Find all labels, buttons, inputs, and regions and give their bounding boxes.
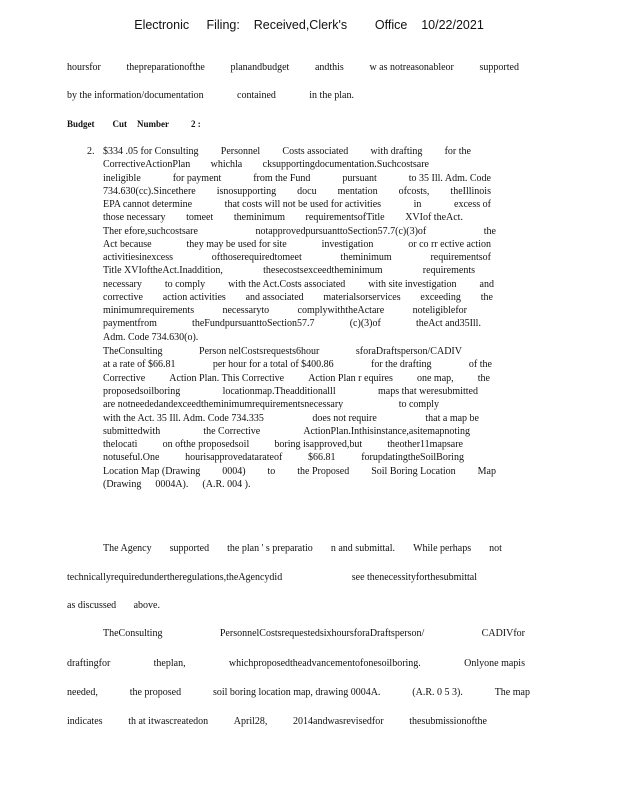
text-segment: necessaryto xyxy=(222,305,270,316)
text-segment: soil boring location map, drawing 0004A. xyxy=(212,687,381,698)
para2_lines-line xyxy=(103,399,439,410)
text-segment: draftingfor xyxy=(67,658,111,669)
text-segment: and associated xyxy=(245,291,304,303)
text-segment: 0004) xyxy=(222,465,246,477)
budget-heading-number: Number xyxy=(137,119,170,129)
text-segment: that a map be xyxy=(425,412,479,424)
text-segment: proposedsoilboring xyxy=(103,385,181,397)
text-segment: andthis xyxy=(314,62,344,73)
text-segment: corrective xyxy=(103,291,143,303)
text-segment: paymentfrom xyxy=(103,318,157,330)
text-segment: EPA cannot determine xyxy=(103,199,193,210)
text-segment: XVIof theAct. xyxy=(405,212,463,224)
text-segment: theother11mapsare xyxy=(387,439,463,451)
text-segment: indicates xyxy=(67,716,103,727)
para2_lines-line xyxy=(103,439,463,450)
text-segment: above. xyxy=(133,600,160,611)
text-segment: ofthoserequiredtomeet xyxy=(211,252,302,263)
text-segment: for the xyxy=(444,146,471,157)
text-segment: (A.R. 0 5 3). xyxy=(412,687,463,698)
top_lines-line xyxy=(67,62,519,73)
text-segment: TheConsulting xyxy=(103,628,163,639)
text-segment: Act because xyxy=(103,238,152,250)
text-segment: with drafting xyxy=(370,146,423,157)
budget-heading-value: 2 : xyxy=(191,119,201,129)
text-segment: with the Act. 35 Ill. Adm. Code 734.335 xyxy=(103,412,264,424)
para1_lines-line xyxy=(103,332,198,343)
text-segment: the Corrective xyxy=(203,425,261,437)
text-segment: CADIVfor xyxy=(481,628,525,639)
para1_lines-line xyxy=(103,279,494,290)
text-segment: the Proposed xyxy=(297,465,350,477)
text-segment: th at itwascreatedon xyxy=(128,716,209,727)
text-segment: Adm. Code 734.630(o). xyxy=(103,331,199,343)
text-segment: Ther efore,suchcostsare xyxy=(103,225,198,237)
para2_lines-line xyxy=(103,452,464,463)
para4_lines-line xyxy=(67,687,530,698)
para1_lines-line xyxy=(103,305,467,316)
text-segment: Action Plan. This Corrective xyxy=(169,372,285,384)
text-segment: technicallyrequiredundertheregulations,theAgencydid xyxy=(67,572,283,583)
text-segment: (c)(3)of xyxy=(349,318,381,330)
text-segment: supported xyxy=(479,62,519,73)
text-segment: by the information/documentation xyxy=(67,90,204,101)
text-segment: maps that weresubmitted xyxy=(378,385,478,397)
text-segment: The map xyxy=(494,687,530,698)
text-segment: whichla xyxy=(210,159,243,171)
text-segment: and xyxy=(479,278,494,290)
text-segment: supported xyxy=(169,543,210,554)
para1_lines-line xyxy=(103,292,493,303)
text-segment: pursuant xyxy=(342,172,377,184)
text-segment: of the xyxy=(468,359,492,371)
text-segment: 2014andwasrevisedfor xyxy=(293,716,384,727)
text-segment: the xyxy=(483,225,496,237)
text-segment: theIllinois xyxy=(450,185,491,197)
text-segment: w as notreasonableor xyxy=(369,62,454,73)
text-segment: necessary xyxy=(103,278,142,290)
text-segment: notuseful.One xyxy=(103,452,160,464)
text-segment: minimumrequirements xyxy=(103,305,195,316)
text-segment: mentation xyxy=(337,185,378,197)
para2_lines-line xyxy=(103,426,470,437)
budget-heading-label: Budget xyxy=(67,119,95,129)
text-segment: needed, xyxy=(67,687,98,698)
text-segment: cksupportingdocumentation.Suchcostsare xyxy=(262,159,429,171)
text-segment: planandbudget xyxy=(230,62,290,73)
text-segment: at a rate of $66.81 xyxy=(103,359,176,371)
text-segment: thelocati xyxy=(103,439,138,451)
text-segment: isnosupporting xyxy=(216,185,277,197)
text-segment: with the Act.Costs associated xyxy=(228,278,346,290)
text-segment: Person nelCostsrequests6hour xyxy=(199,346,320,357)
text-segment: tomeet xyxy=(186,212,214,224)
text-segment: with site investigation xyxy=(368,278,457,290)
text-segment: hourisapprovedatarateof xyxy=(185,452,283,464)
para1_lines-line xyxy=(103,265,475,276)
text-segment: requirements xyxy=(422,265,475,277)
text-segment: TheConsulting xyxy=(103,346,163,357)
electronic-filing-header: Electronic Filing: Received,Clerk's Office 10/22/2021 xyxy=(134,18,484,32)
para2_lines-line xyxy=(103,413,479,424)
text-segment: Onlyone mapis xyxy=(464,658,525,669)
para4_lines-line xyxy=(103,628,525,639)
text-segment: noteligiblefor xyxy=(412,305,467,316)
text-segment: contained xyxy=(237,90,276,101)
text-segment: excess of xyxy=(454,199,491,210)
text-segment: the xyxy=(480,291,493,303)
text-segment: (Drawing xyxy=(103,479,142,490)
text-segment: CorrectiveActionPlan xyxy=(103,159,191,171)
text-segment: Map xyxy=(477,465,496,477)
para1_lines-line xyxy=(103,159,429,170)
text-segment: in xyxy=(413,199,422,210)
text-segment: from the Fund xyxy=(253,172,311,184)
text-segment: Costs associated xyxy=(282,146,349,157)
text-segment: Title XVIoftheAct.Inaddition, xyxy=(103,265,223,277)
text-segment: sforaDraftsperson/CADIV xyxy=(355,346,462,357)
text-segment: While perhaps xyxy=(413,543,472,554)
text-segment: docu xyxy=(297,185,317,197)
list-item-number: 2. xyxy=(87,146,95,157)
text-segment: theAct and35Ill. xyxy=(415,318,481,330)
text-segment: theplan, xyxy=(153,658,186,669)
para2_lines-line xyxy=(103,346,462,357)
text-segment: theminimum xyxy=(233,212,285,224)
text-segment: Action Plan r equires xyxy=(308,372,393,384)
text-segment: see thenecessityforthesubmittal xyxy=(351,572,477,583)
para2_lines-line xyxy=(103,359,492,370)
text-segment: ineligible xyxy=(103,172,141,184)
text-segment: Corrective xyxy=(103,372,146,384)
text-segment: materialsorservices xyxy=(323,291,401,303)
text-segment: as discussed xyxy=(67,600,117,611)
para4_lines-line xyxy=(67,658,525,669)
text-segment: to comply xyxy=(398,399,439,411)
text-segment: to comply xyxy=(164,278,206,290)
text-segment: PersonnelCostsrequestedsixhoursforaDraftsperson/ xyxy=(219,628,425,639)
text-segment: exceeding xyxy=(420,291,461,303)
text-segment: Location Map (Drawing xyxy=(103,465,201,477)
text-segment: notapprovedpursuanttoSection57.7(c)(3)of xyxy=(255,225,427,237)
text-segment: thepreparationofthe xyxy=(126,62,205,73)
text-segment: submittedwith xyxy=(103,425,161,437)
text-segment: not xyxy=(489,543,502,554)
text-segment: for the drafting xyxy=(371,359,432,371)
para4_lines-line xyxy=(67,716,487,727)
text-segment: per hour for a total of $400.86 xyxy=(212,359,334,371)
text-segment: the xyxy=(477,372,490,384)
text-segment: are notneededandexceedtheminimumrequirementsnecessary xyxy=(103,399,344,411)
text-segment: to 35 Ill. Adm. Code xyxy=(408,172,491,184)
text-segment: to xyxy=(267,465,276,477)
para1_lines-line xyxy=(103,173,491,184)
text-segment: complywiththeActare xyxy=(297,305,385,316)
para1_lines-line xyxy=(103,318,481,329)
text-segment: the proposed xyxy=(129,687,182,698)
para2_lines-line xyxy=(103,373,490,384)
text-segment: theFundpursuanttoSection57.7 xyxy=(192,318,315,330)
text-segment: those necessary xyxy=(103,212,166,224)
para3_lines-line xyxy=(67,572,477,583)
text-segment: forupdatingtheSoilBoring xyxy=(361,452,464,464)
text-segment: in the plan. xyxy=(309,90,354,101)
para3_lines-line xyxy=(103,543,502,554)
text-segment: boring isapproved,but xyxy=(274,439,363,451)
text-segment: thesubmissionofthe xyxy=(409,716,487,727)
text-segment: Soil Boring Location xyxy=(371,465,456,477)
budget-cut-heading xyxy=(67,119,201,129)
text-segment: 734.630(cc).Sincethere xyxy=(103,185,196,197)
text-segment: whichproposedtheadvancementofonesoilboring. xyxy=(228,658,421,669)
text-segment: for payment xyxy=(172,172,222,184)
text-segment: investigation xyxy=(321,238,374,250)
para1_lines-line xyxy=(103,186,491,197)
text-segment: $66.81 xyxy=(307,452,336,464)
para1_lines-line xyxy=(103,239,491,250)
para1_lines-line xyxy=(103,199,491,210)
text-segment: does not require xyxy=(312,412,377,424)
text-segment: locationmap.Theadditionalll xyxy=(222,385,336,397)
top_lines-line xyxy=(67,90,354,101)
text-segment: ofcosts, xyxy=(398,185,430,197)
para1_lines-line xyxy=(103,146,471,157)
para2_lines-line xyxy=(103,466,496,477)
para1_lines-line xyxy=(103,252,491,263)
text-segment: 0004A). xyxy=(155,479,189,490)
text-segment: action activities xyxy=(162,291,226,303)
text-segment: April28, xyxy=(233,716,268,727)
text-segment: that costs will not be used for activities xyxy=(224,199,382,210)
para3_lines-line xyxy=(67,600,160,611)
text-segment: $334 .05 for Consulting xyxy=(103,146,199,157)
text-segment: they may be used for site xyxy=(186,238,287,250)
text-segment: the plan ' s preparatio xyxy=(227,543,313,554)
text-segment: on ofthe proposedsoil xyxy=(162,439,250,451)
para2_lines-line xyxy=(103,386,478,397)
text-segment: theminimum xyxy=(340,252,392,263)
para1_lines-line xyxy=(103,212,463,223)
text-segment: n and submittal. xyxy=(330,543,396,554)
text-segment: requirementsofTitle xyxy=(305,212,385,224)
text-segment: ActionPlan.Inthisinstance,asitemapnoting xyxy=(303,425,470,437)
text-segment: hoursfor xyxy=(67,62,101,73)
text-segment: (A.R. 004 ). xyxy=(202,479,251,490)
text-segment: activitiesinexcess xyxy=(103,252,173,263)
text-segment: Personnel xyxy=(220,146,261,157)
budget-heading-cut: Cut xyxy=(112,119,128,129)
text-segment: The Agency xyxy=(103,543,152,554)
para2_lines-line xyxy=(103,479,250,490)
text-segment: thesecostsexceedtheminimum xyxy=(263,265,383,277)
text-segment: requirementsof xyxy=(430,252,491,263)
text-segment: or co rr ective action xyxy=(408,238,491,250)
para1_lines-line xyxy=(103,226,496,237)
text-segment: one map, xyxy=(416,372,454,384)
